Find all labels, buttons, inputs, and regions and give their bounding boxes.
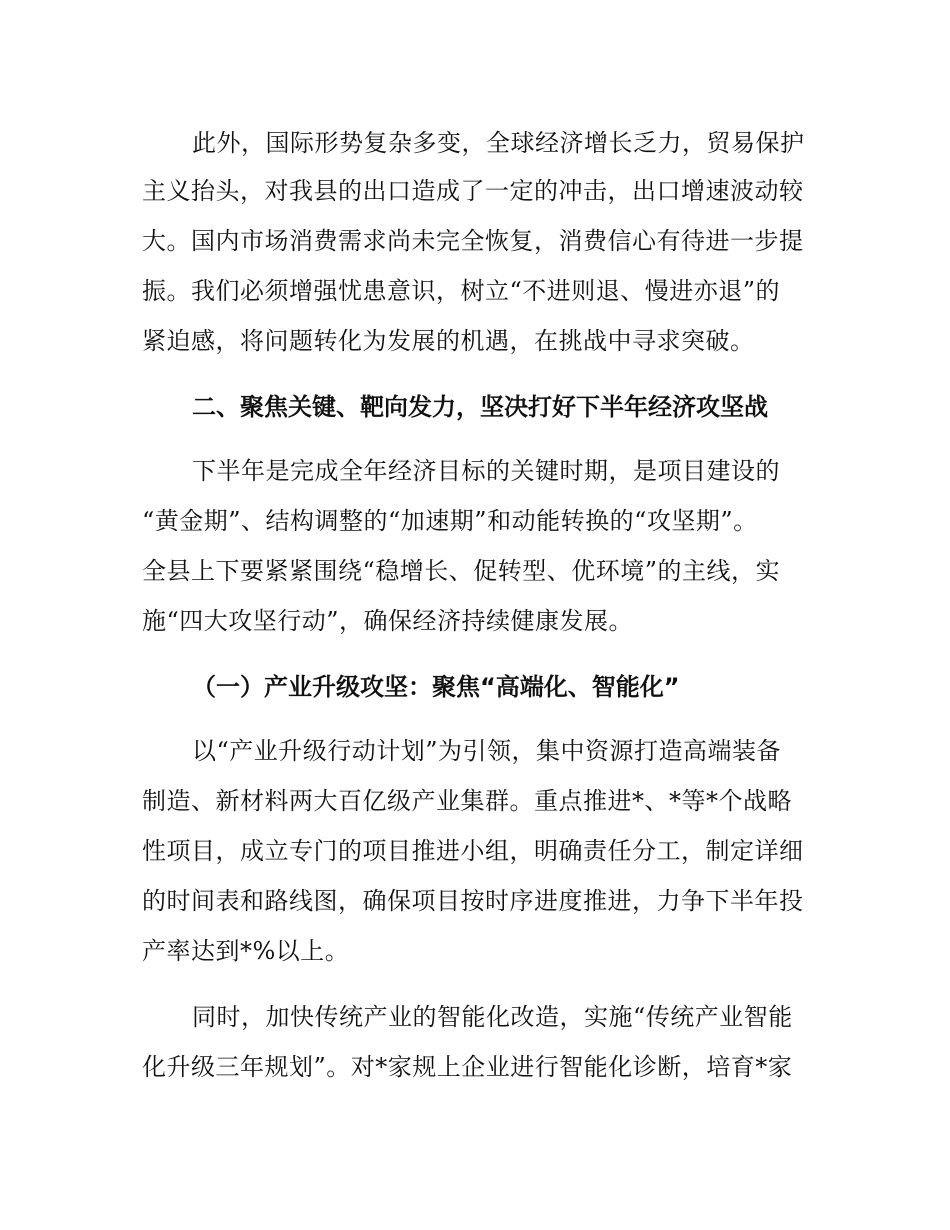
subsection-heading: （一）产业升级攻坚：聚焦“高端化、智能化” [192, 673, 680, 701]
paragraph-line: 全县上下要紧紧围绕“稳增长、促转型、优环境”的主线，实 [142, 557, 781, 585]
paragraph-line: 化升级三年规划”。对*家规上企业进行智能化诊断，培育*家 [142, 1053, 793, 1081]
paragraph-line: 产率达到*%以上。 [142, 937, 350, 965]
paragraph-line: 制造、新材料两大百亿级产业集群。重点推进*、*等*个战略 [142, 787, 792, 815]
paragraph-line: 同时，加快传统产业的智能化改造，实施“传统产业智能 [192, 1003, 793, 1031]
section-heading: 二、聚焦关键、靶向发力，坚决打好下半年经济攻坚战 [192, 393, 768, 421]
paragraph-line: 以“产业升级行动计划”为引领，集中资源打造高端装备 [192, 737, 782, 765]
paragraph-line: 的时间表和路线图，确保项目按时序进度推进，力争下半年投 [142, 887, 804, 915]
paragraph-line: 性项目，成立专门的项目推进小组，明确责任分工，制定详细 [142, 837, 804, 865]
paragraph-line: 此外，国际形势复杂多变，全球经济增长乏力，贸易保护 [192, 129, 805, 157]
paragraph-line: 下半年是完成全年经济目标的关键时期，是项目建设的 [192, 457, 780, 485]
paragraph-line: 施“四大攻坚行动”，确保经济持续健康发展。 [142, 607, 634, 635]
paragraph-line: 振。我们必须增强忧患意识，树立“不进则退、慢进亦退”的 [142, 277, 781, 305]
paragraph-line: 紧迫感，将问题转化为发展的机遇，在挑战中寻求突破。 [142, 327, 755, 355]
paragraph-line: 大。国内市场消费需求尚未完全恢复，消费信心有待进一步提 [142, 227, 804, 255]
paragraph-line: 主义抬头，对我县的出口造成了一定的冲击，出口增速波动较 [142, 177, 804, 205]
paragraph-line: “黄金期”、结构调整的“加速期”和动能转换的“攻坚期”。 [142, 507, 758, 535]
